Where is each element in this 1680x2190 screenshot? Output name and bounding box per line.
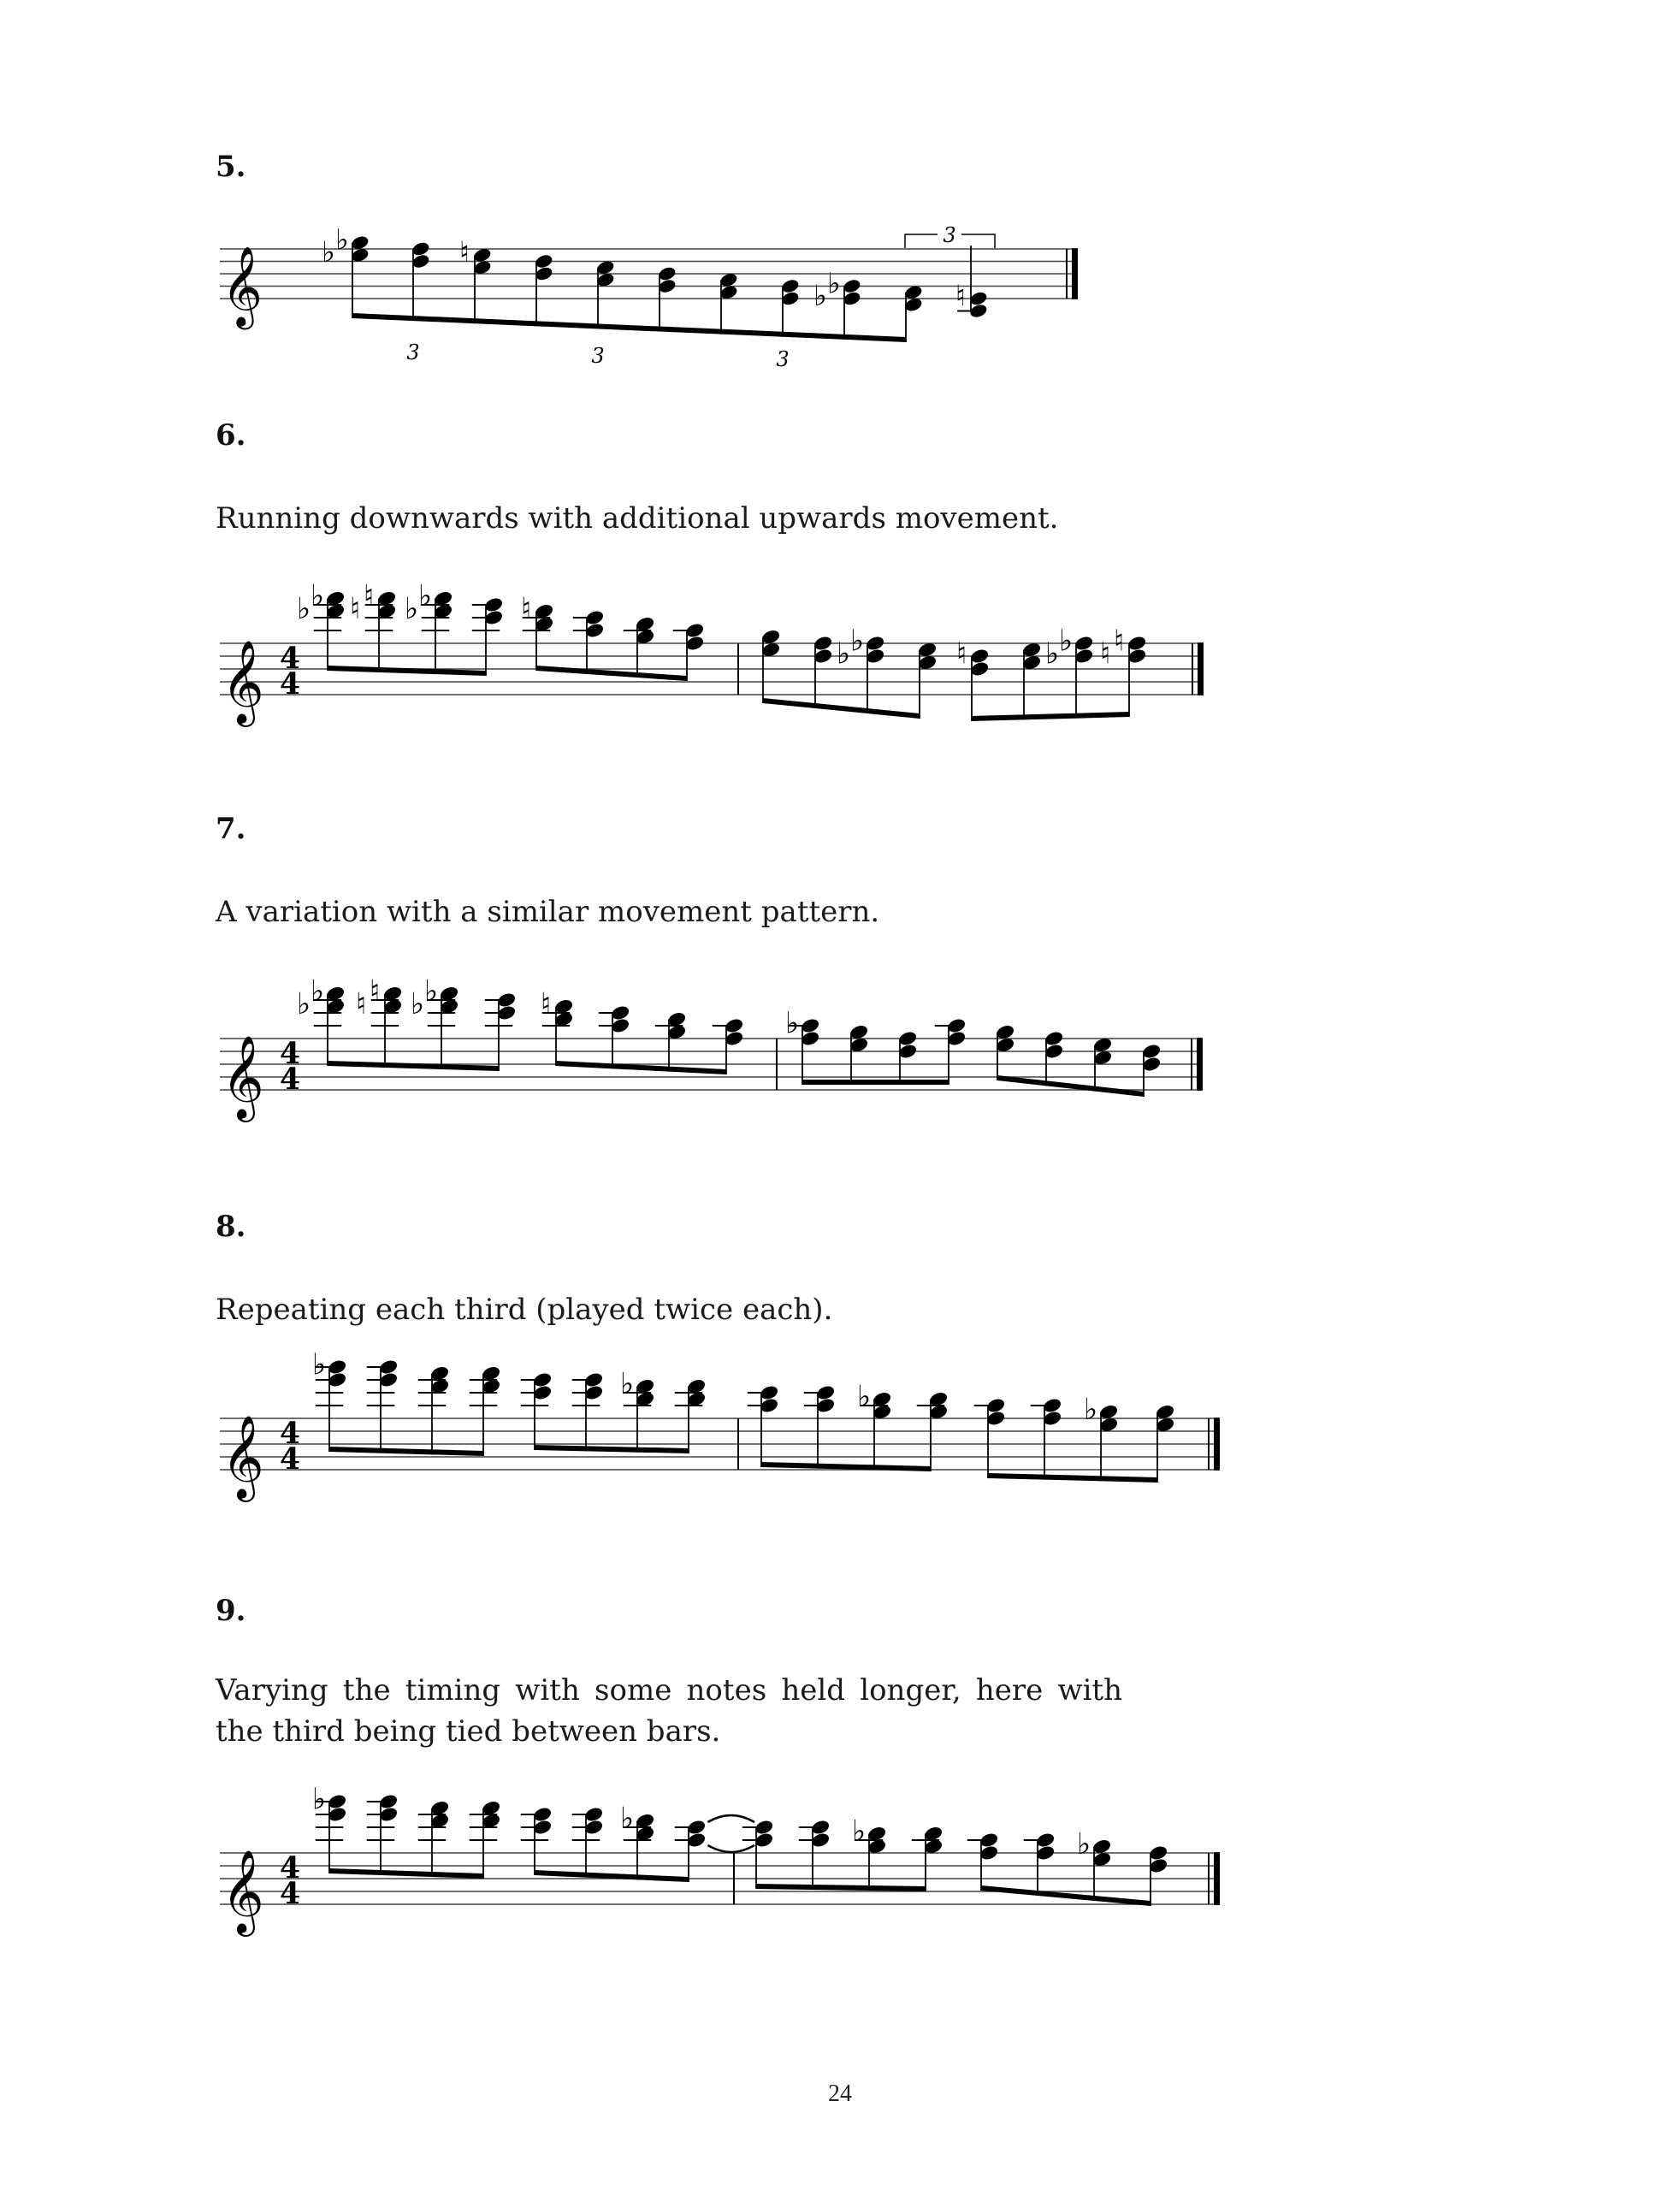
- flat-accidental-icon: ♭: [410, 986, 425, 1021]
- time-signature-denominator: 4: [279, 1877, 301, 1911]
- time-signature-numerator: 4: [279, 1851, 301, 1885]
- flat-accidental-icon: ♭: [619, 1801, 635, 1836]
- final-barline-thick: [1214, 1852, 1220, 1905]
- treble-clef-icon: 𝄞: [222, 246, 263, 328]
- example-number-7: 7.: [216, 812, 246, 846]
- chord-third: [521, 1806, 553, 1875]
- flat-accidental-icon: ♭: [1058, 624, 1074, 659]
- natural-accidental-icon: ♮: [459, 235, 470, 269]
- flat-accidental-icon: ♭: [417, 578, 433, 613]
- flat-accidental-icon: ♭: [784, 1006, 800, 1041]
- beam: [535, 1870, 689, 1882]
- flat-accidental-icon: ♭: [296, 986, 311, 1021]
- flat-accidental-icon: ♭: [856, 1379, 872, 1414]
- flat-accidental-icon: ♭: [827, 266, 841, 300]
- tuplet-number: 3: [943, 223, 956, 247]
- natural-accidental-icon: ♮: [369, 974, 381, 1009]
- flat-accidental-icon: ♭: [296, 591, 311, 626]
- flat-accidental-icon: ♭: [619, 1366, 635, 1401]
- tuplet-number: 3: [406, 340, 420, 364]
- time-signature-denominator: 4: [279, 667, 301, 701]
- flat-accidental-icon: ♭: [335, 222, 349, 257]
- example-number-9: 9.: [216, 1594, 246, 1628]
- flat-accidental-icon: ♭: [836, 636, 851, 672]
- tuplet-number: 3: [776, 347, 790, 371]
- time-signature-numerator: 4: [279, 1417, 301, 1451]
- natural-accidental-icon: ♮: [540, 986, 552, 1021]
- treble-clef-icon: 𝄞: [222, 1034, 264, 1119]
- tie-arc: [707, 1815, 754, 1822]
- flat-accidental-icon: ♭: [1076, 1826, 1091, 1862]
- natural-accidental-icon: ♮: [955, 278, 966, 312]
- flat-accidental-icon: ♭: [404, 591, 419, 626]
- example-description-7: A variation with a similar movement pattern.: [216, 895, 880, 929]
- natural-accidental-icon: ♮: [955, 636, 967, 672]
- natural-accidental-icon: ♮: [520, 591, 532, 626]
- beam: [756, 1884, 926, 1891]
- flat-accidental-icon: ♭: [1044, 636, 1060, 672]
- flat-accidental-icon: ♭: [849, 624, 865, 659]
- flat-accidental-icon: ♭: [322, 235, 335, 269]
- chord-third: [470, 1799, 501, 1879]
- flat-accidental-icon: ♭: [423, 974, 439, 1009]
- treble-clef-icon: 𝄞: [222, 639, 264, 724]
- example-number-8: 8.: [216, 1210, 246, 1244]
- flat-accidental-icon: ♭: [311, 1782, 327, 1817]
- chord-third: [675, 1819, 707, 1882]
- chord-third: [1024, 1832, 1056, 1896]
- time-signature-denominator: 4: [279, 1442, 301, 1477]
- example-description-9: Varying the timing with some notes held longer, here with the third being tied between bars.: [216, 1673, 1122, 1749]
- flat-accidental-icon: ♭: [851, 1814, 867, 1849]
- example-description-6: Running downwards with additional upwards movement.: [216, 501, 1059, 536]
- chord-third: [620, 1802, 655, 1880]
- page-number: 24: [828, 2080, 852, 2107]
- treble-clef-icon: 𝄞: [222, 1849, 264, 1933]
- flat-accidental-icon: ♭: [311, 1347, 327, 1382]
- chord-third: [1077, 1827, 1112, 1901]
- time-signature-numerator: 4: [279, 1037, 301, 1071]
- flat-accidental-icon: ♭: [310, 578, 325, 613]
- natural-accidental-icon: ♮: [363, 578, 375, 613]
- tuplet-number: 3: [591, 344, 605, 368]
- chord-third: [1148, 1844, 1168, 1906]
- example-number-5: 5.: [216, 150, 246, 184]
- chord-third: [367, 1793, 399, 1875]
- chord-third: [912, 1825, 944, 1891]
- time-signature-denominator: 4: [279, 1062, 301, 1097]
- natural-accidental-icon: ♮: [349, 591, 361, 626]
- beam: [981, 1885, 1151, 1906]
- example-number-6: 6.: [216, 418, 246, 453]
- flat-accidental-icon: ♭: [310, 974, 325, 1009]
- treble-clef-icon: 𝄞: [222, 1414, 264, 1499]
- natural-accidental-icon: ♮: [355, 986, 367, 1021]
- flat-accidental-icon: ♭: [1083, 1392, 1098, 1427]
- example-description-8: Repeating each third (played twice each).: [216, 1293, 833, 1327]
- natural-accidental-icon: ♮: [1113, 624, 1125, 659]
- natural-accidental-icon: ♮: [1099, 636, 1111, 672]
- tie-arc: [707, 1845, 754, 1852]
- beam: [329, 1868, 483, 1879]
- chord-third: [967, 1832, 999, 1891]
- time-signature-numerator: 4: [279, 642, 301, 676]
- chord-third: [312, 1782, 347, 1873]
- chord-third: [572, 1806, 604, 1878]
- flat-accidental-icon: ♭: [813, 278, 827, 312]
